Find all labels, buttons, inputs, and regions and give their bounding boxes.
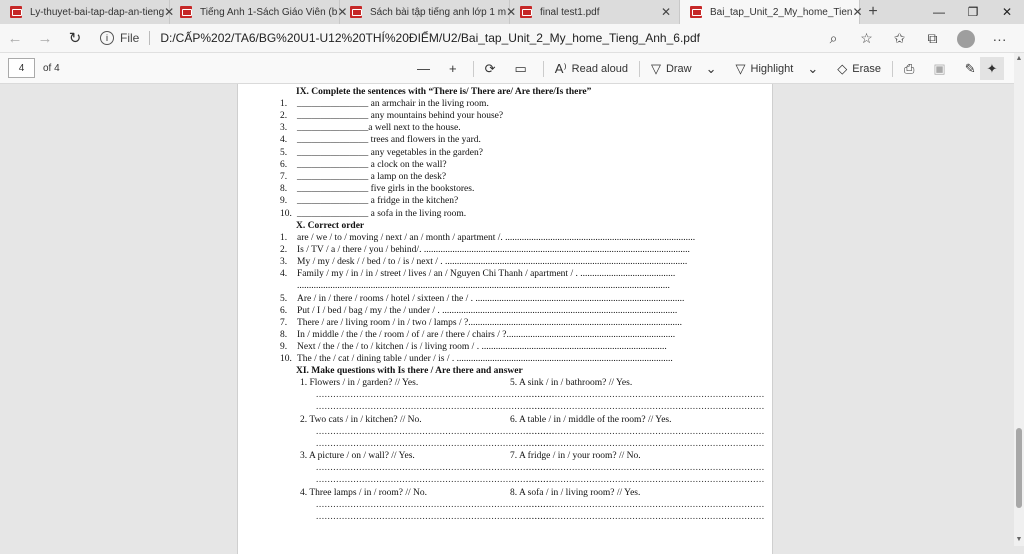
- read-aloud-icon: A⁾: [554, 60, 567, 76]
- fit-page-icon[interactable]: ▭: [514, 60, 527, 76]
- sec10-item: Put / I / bed / bag / my / the / under / . ...................................................................................................: [297, 306, 678, 316]
- url-text[interactable]: D:/CẤP%202/TA6/BG%20U1-U12%20THÍ%20ĐIỂM/U2/Bai_tap_Unit_2_My_home_Tieng_Anh_6.pdf: [160, 31, 700, 45]
- sec11-question-left: 2. Two cats / in / kitchen? // No.: [300, 415, 422, 425]
- sec9-num: 7.: [280, 172, 288, 182]
- sec9-item: _______________ five girls in the bookstores.: [297, 184, 475, 194]
- divider: [473, 61, 474, 77]
- page-total: of 4: [43, 62, 60, 74]
- pdf-icon: [350, 6, 362, 18]
- section-10-heading: X. Correct order: [296, 221, 365, 231]
- answer-line: ...................................................................................: [526, 512, 765, 522]
- pdf-icon: [520, 6, 532, 18]
- save-as-icon[interactable]: ✎: [964, 60, 976, 76]
- close-tab-icon[interactable]: ✕: [852, 5, 863, 19]
- answer-line: ...................................................................................: [316, 427, 555, 437]
- pdf-icon: [180, 6, 192, 18]
- tab-title: final test1.pdf: [540, 6, 600, 18]
- answer-line: ...................................................................................: [316, 475, 555, 485]
- rotate-icon[interactable]: ⟳: [484, 60, 496, 76]
- draw-dropdown-icon[interactable]: ⌄: [705, 60, 717, 76]
- sec11-question-right: 8. A sofa / in / living room? // Yes.: [510, 488, 641, 498]
- sec10-num: 3.: [280, 257, 288, 267]
- restore-icon[interactable]: ❐: [967, 5, 979, 19]
- sec10-item: are / we / to / moving / next / an / month / apartment /. ................................................................................: [297, 233, 696, 243]
- answer-line: ...................................................................................: [316, 500, 555, 510]
- sec10-num: 7.: [280, 318, 288, 328]
- tab-title: Ly-thuyet-bai-tap-dap-an-tieng: [30, 6, 165, 18]
- sec10-item: The / the / cat / dining table / under / is / . ...........................................................................................: [297, 354, 673, 364]
- pdf-page: [237, 84, 773, 554]
- sec11-question-right: 5. A sink / in / bathroom? // Yes.: [510, 378, 633, 388]
- address-bar: [0, 24, 1024, 53]
- more-menu-icon[interactable]: ···: [992, 30, 1007, 47]
- sec11-question-left: 4. Three lamps / in / room? // No.: [300, 488, 427, 498]
- minimize-icon[interactable]: —: [933, 5, 945, 19]
- sec9-num: 8.: [280, 184, 288, 194]
- sec10-item: Are / in / there / rooms / hotel / sixteen / the / . ........................................................................................: [297, 294, 685, 304]
- sec10-num: 8.: [280, 330, 288, 340]
- draw-label: Draw: [665, 62, 692, 75]
- answer-line: ...................................................................................: [526, 402, 765, 412]
- answer-line: ...................................................................................: [526, 500, 765, 510]
- sec10-item: My / my / desk / / bed / to / is / next / . ......................................................................................................: [297, 257, 688, 267]
- sec9-num: 2.: [280, 111, 288, 121]
- section-9-heading: IX. Complete the sentences with “There is/ There are/ Are there/Is there”: [296, 87, 592, 97]
- answer-line: ...................................................................................: [526, 475, 765, 485]
- zoom-in-icon[interactable]: +: [449, 61, 457, 76]
- url-field[interactable]: [100, 27, 820, 49]
- save-icon[interactable]: ▣: [933, 60, 946, 76]
- sec10-item: In / middle / the / the / room / of / are / there / chairs / ?.......................................................................: [297, 330, 676, 340]
- back-icon[interactable]: ←: [7, 29, 23, 47]
- profile-avatar[interactable]: [957, 30, 975, 48]
- sec9-item: _______________ any vegetables in the garden?: [297, 148, 483, 158]
- sec10-num: 1.: [280, 233, 288, 243]
- answer-line: ...................................................................................: [316, 402, 555, 412]
- pdf-tools: [410, 53, 988, 84]
- sec9-num: 10.: [280, 209, 292, 219]
- pin-toolbar-icon[interactable]: ✦: [980, 57, 1004, 80]
- scroll-up-icon[interactable]: ▲: [1015, 55, 1023, 62]
- read-aloud-button[interactable]: [548, 53, 635, 84]
- new-tab-button[interactable]: +: [868, 3, 878, 20]
- sec10-num: 6.: [280, 306, 288, 316]
- sec11-question-left: 3. A picture / on / wall? // Yes.: [300, 451, 415, 461]
- erase-label: Erase: [852, 62, 881, 75]
- answer-line: ...................................................................................: [316, 512, 555, 522]
- sec9-item: _______________a well next to the house.: [297, 123, 461, 133]
- tab-title: Sách bài tập tiếng anh lớp 1 m: [370, 6, 507, 18]
- highlight-label: Highlight: [750, 62, 794, 75]
- favorites-list-icon[interactable]: ✩: [893, 30, 906, 46]
- close-tab-icon[interactable]: ✕: [337, 5, 348, 19]
- pdf-toolbar: [0, 53, 1024, 84]
- sec9-item: _______________ trees and flowers in the yard.: [297, 135, 481, 145]
- answer-line: ...................................................................................: [526, 427, 765, 437]
- close-tab-icon[interactable]: ✕: [164, 5, 175, 19]
- forward-icon[interactable]: →: [37, 29, 53, 47]
- close-window-icon[interactable]: ✕: [1001, 5, 1013, 19]
- zoom-icon[interactable]: ⌕: [829, 30, 838, 46]
- browser-tab-4[interactable]: [510, 0, 680, 24]
- close-tab-icon[interactable]: ✕: [506, 5, 517, 19]
- sec10-num: 10.: [280, 354, 292, 364]
- info-icon[interactable]: i: [100, 31, 114, 45]
- favorite-star-icon[interactable]: ☆: [860, 30, 873, 46]
- sec9-item: _______________ a clock on the wall?: [297, 160, 447, 170]
- answer-line: ...................................................................................: [316, 390, 555, 400]
- sec9-item: _______________ a fridge in the kitchen?: [297, 196, 459, 206]
- sec10-item: Next / the / the / to / kitchen / is / living room / . ..............................................................................: [297, 342, 667, 352]
- sec11-question-right: 7. A fridge / in / your room? // No.: [510, 451, 641, 461]
- draw-icon: ▽: [650, 60, 661, 76]
- sec10-num: 4.: [280, 269, 288, 279]
- highlight-dropdown-icon[interactable]: ⌄: [807, 60, 819, 76]
- close-tab-icon[interactable]: ✕: [660, 5, 672, 19]
- print-icon[interactable]: ⎙: [904, 60, 915, 76]
- sec9-item: _______________ a lamp on the desk?: [297, 172, 447, 182]
- sec9-num: 9.: [280, 196, 288, 206]
- erase-button[interactable]: [830, 53, 888, 84]
- divider: [639, 61, 640, 77]
- page-number-input[interactable]: 4: [8, 58, 35, 78]
- browser-tab-5-active[interactable]: [680, 0, 863, 24]
- sec10-item: Is / TV / a / there / you / behind/. ................................................................................................................: [297, 245, 690, 255]
- browser-tab-3[interactable]: [340, 0, 517, 24]
- zoom-out-icon[interactable]: —: [417, 61, 430, 76]
- answer-line: ...................................................................................: [526, 463, 765, 473]
- sec10-item: There / are / living room / in / two / lamps / ?..........................................................................................: [297, 318, 682, 328]
- answer-line: ...................................................................................: [316, 463, 555, 473]
- sec10-num: 9.: [280, 342, 288, 352]
- scheme-label: File: [120, 31, 150, 45]
- sec9-num: 5.: [280, 148, 288, 158]
- browser-tab-2[interactable]: [170, 0, 348, 24]
- sec11-question-left: 1. Flowers / in / garden? // Yes.: [300, 378, 419, 388]
- address-actions: [817, 24, 1016, 53]
- sec9-num: 6.: [280, 160, 288, 170]
- sec10-item: .............................................................................................................................................................: [297, 281, 670, 291]
- draw-button[interactable]: [644, 53, 699, 84]
- refresh-icon[interactable]: ↻: [68, 30, 82, 47]
- collections-icon[interactable]: ⧉: [927, 30, 938, 46]
- window-controls: [922, 0, 1024, 24]
- sec11-question-right: 6. A table / in / middle of the room? // Yes.: [510, 415, 672, 425]
- vertical-scrollbar[interactable]: [1014, 53, 1024, 546]
- section-11-heading: XI. Make questions with Is there / Are there and answer: [296, 366, 523, 376]
- sec9-num: 4.: [280, 135, 288, 145]
- sec9-num: 3.: [280, 123, 288, 133]
- eraser-icon: ◇: [837, 60, 848, 76]
- sec9-item: _______________ a sofa in the living room.: [297, 209, 467, 219]
- sec9-item: _______________ an armchair in the living room.: [297, 99, 489, 109]
- pdf-icon: [10, 6, 22, 18]
- sec10-item: Family / my / in / in / street / lives / an / Nguyen Chi Thanh / apartment / . ........................................: [297, 269, 676, 279]
- answer-line: ...................................................................................: [316, 439, 555, 449]
- browser-tab-1[interactable]: [0, 0, 175, 24]
- sec9-item: _______________ any mountains behind your house?: [297, 111, 504, 121]
- scrollbar-thumb[interactable]: [1016, 428, 1022, 508]
- answer-line: ...................................................................................: [526, 390, 765, 400]
- sec10-num: 5.: [280, 294, 288, 304]
- scroll-down-icon[interactable]: ▼: [1015, 536, 1023, 543]
- document-viewport[interactable]: [0, 84, 1014, 546]
- highlight-icon: ▽: [735, 60, 746, 76]
- read-aloud-label: Read aloud: [571, 62, 628, 75]
- answer-line: ...................................................................................: [526, 439, 765, 449]
- sec10-num: 2.: [280, 245, 288, 255]
- divider: [543, 61, 544, 77]
- pdf-icon: [690, 6, 702, 18]
- highlight-button[interactable]: [729, 53, 801, 84]
- sec9-num: 1.: [280, 99, 288, 109]
- divider: [892, 61, 893, 77]
- tab-strip: [0, 0, 1024, 24]
- tab-title: Bai_tap_Unit_2_My_home_Tien: [710, 6, 853, 18]
- tab-title: Tiếng Anh 1-Sách Giáo Viên (b: [200, 6, 338, 18]
